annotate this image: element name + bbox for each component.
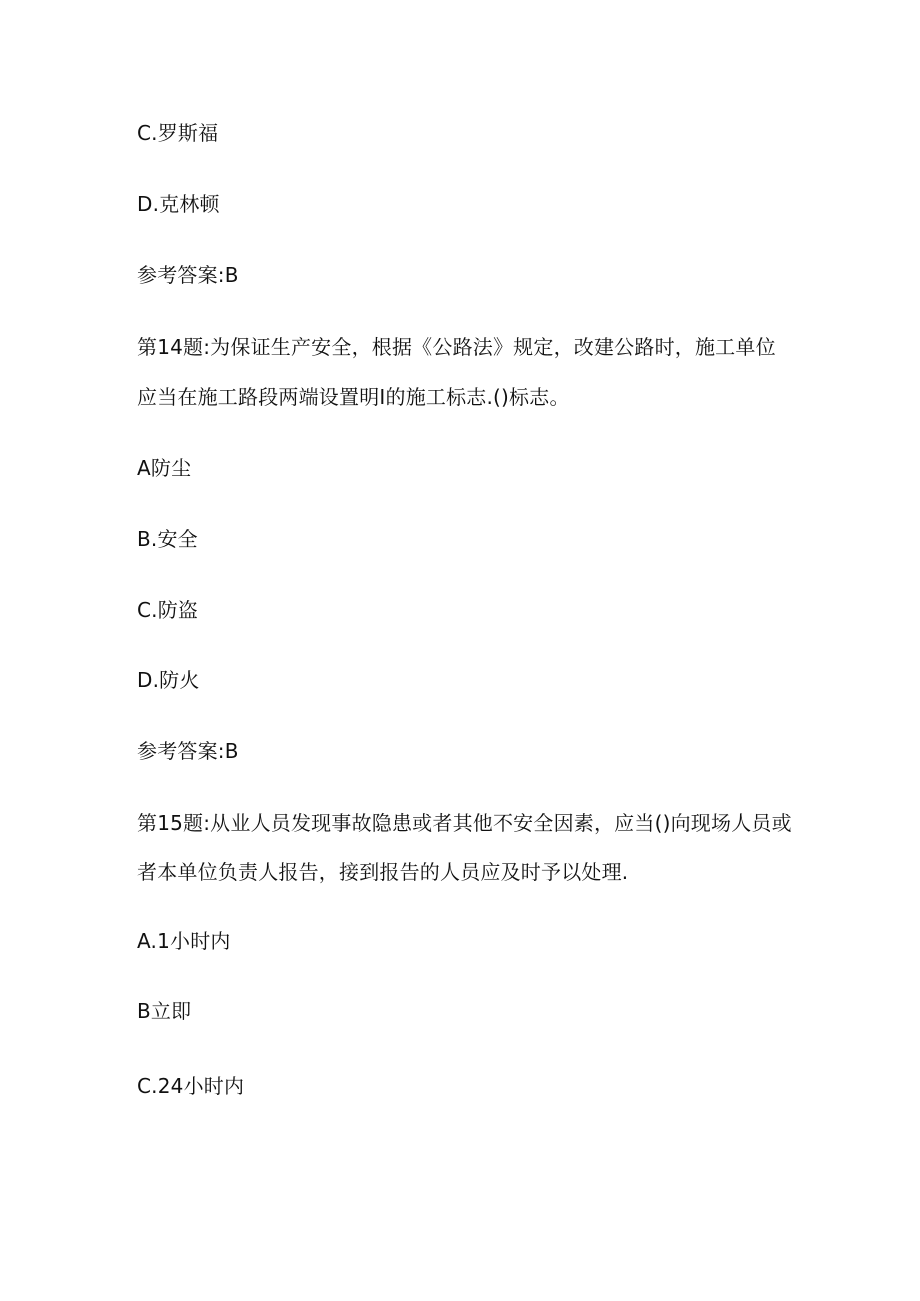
q14-question-line1: 第14题:为保证生产安全，根据《公路法》规定，改建公路时，施工单位: [137, 335, 776, 359]
q15-question-line1: 第15题:从业人员发现事故隐患或者其他不安全因素，应当()向现场人员或: [137, 811, 792, 835]
q15-option-a: A.1小时内: [137, 929, 231, 953]
q13-option-c: C.罗斯福: [137, 121, 219, 145]
q14-answer: 参考答案:B: [137, 739, 239, 763]
q14-option-a: A防尘: [137, 456, 192, 480]
q15-option-b: B立即: [137, 999, 192, 1023]
q14-question-line2: 应当在施工路段两端设置明I的施工标志.()标志。: [137, 385, 570, 409]
q13-answer: 参考答案:B: [137, 263, 239, 287]
q14-option-c: C.防盗: [137, 598, 199, 622]
q15-option-c: C.24小时内: [137, 1074, 245, 1098]
q14-option-b: B.安全: [137, 527, 198, 551]
q13-option-d: D.克林顿: [137, 192, 220, 216]
q14-option-d: D.防火: [137, 668, 200, 692]
q15-question-line2: 者本单位负责人报告，接到报告的人员应及时予以处理.: [137, 860, 629, 884]
